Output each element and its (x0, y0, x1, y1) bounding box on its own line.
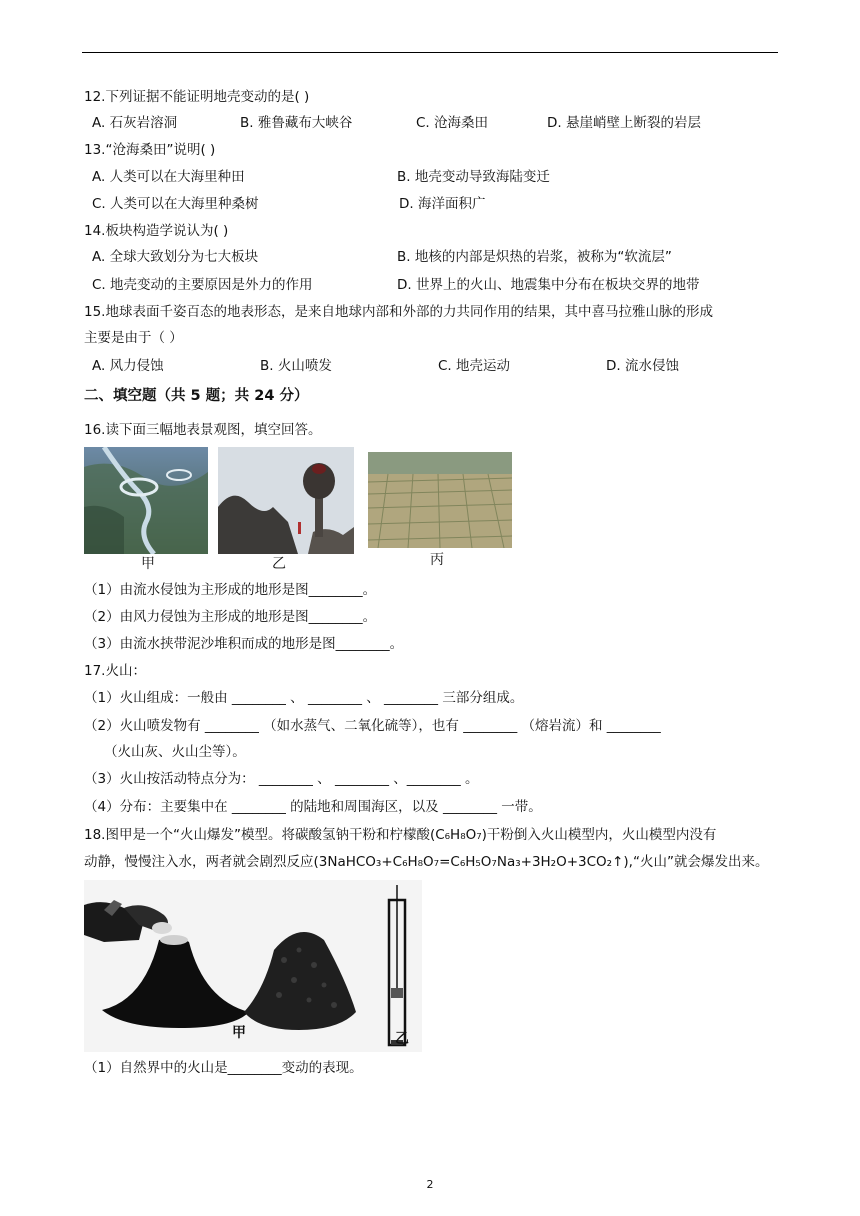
q13-option-b: B. 地壳变动导致海陆变迁 (397, 169, 550, 185)
q16-part3: （3）由流水挟带泥沙堆积而成的地形是图________。 (84, 636, 404, 652)
q12-option-c: C. 沧海桑田 (416, 115, 489, 131)
q17-part2-line2: （火山灰、火山尘等）。 (104, 744, 246, 760)
q13-stem: 13.“沧海桑田”说明( ) (84, 142, 216, 158)
q16-part1: （1）由流水侵蚀为主形成的地形是图________。 (84, 582, 377, 598)
caption-model-yi: 乙 (395, 1031, 409, 1047)
q12-option-d: D. 悬崖峭壁上断裂的岩层 (547, 115, 701, 131)
landscape-photo-yi (218, 447, 354, 554)
q14-option-a: A. 全球大致划分为七大板块 (92, 249, 259, 265)
q14-option-b: B. 地核的内部是炽热的岩浆，被称为“软流层” (397, 249, 672, 265)
q17-part3: （3）火山按活动特点分为： ________ 、 ________ 、________ 。 (84, 771, 479, 787)
volcano-model-figure (84, 880, 422, 1052)
q16-stem: 16.读下面三幅地表景观图，填空回答。 (84, 422, 322, 438)
q15-option-d: D. 流水侵蚀 (606, 358, 679, 374)
q18-stem-line2: 动静，慢慢注入水，两者就会剧烈反应(3NaHCO₃+C₆H₈O₇=C₆H₅O₇Na₃+3H₂O+3CO₂↑),“火山”就会爆发出来。 (84, 854, 769, 870)
q17-part1: （1）火山组成：一般由 ________ 、 ________ 、 ________ 三部分组成。 (84, 690, 524, 706)
q17-part4: （4）分布：主要集中在 ________ 的陆地和周围海区，以及 ________ 一带。 (84, 799, 542, 815)
q14-option-d: D. 世界上的火山、地震集中分布在板块交界的地带 (397, 277, 700, 293)
q14-option-c: C. 地壳变动的主要原因是外力的作用 (92, 277, 313, 293)
caption-yi: 乙 (272, 556, 286, 572)
q17-stem: 17.火山： (84, 663, 146, 679)
caption-jia: 甲 (141, 556, 155, 572)
q15-stem-line1: 15.地球表面千姿百态的地表形态，是来自地球内部和外部的力共同作用的结果，其中喜马拉雅山脉的形成 (84, 304, 713, 320)
q15-option-b: B. 火山喷发 (260, 358, 332, 374)
landscape-photo-jia (84, 447, 208, 554)
q17-part2-line1: （2）火山喷发物有 ________ （如水蒸气、二氧化硫等），也有 ________ （熔岩流）和 ________ (84, 718, 661, 734)
section-title: 二、填空题（共 5 题；共 24 分） (84, 388, 309, 404)
q12-option-a: A. 石灰岩溶洞 (92, 115, 178, 131)
q18-part1: （1）自然界中的火山是________变动的表现。 (84, 1060, 363, 1076)
q14-stem: 14.板块构造学说认为( ) (84, 223, 229, 239)
q16-part2: （2）由风力侵蚀为主形成的地形是图________。 (84, 609, 377, 625)
q13-option-c: C. 人类可以在大海里种桑树 (92, 196, 259, 212)
q12-stem: 12.下列证据不能证明地壳变动的是( ) (84, 89, 310, 105)
q13-option-d: D. 海洋面积广 (399, 196, 486, 212)
q18-stem-line1: 18.图甲是一个“火山爆发”模型。将碳酸氢钠干粉和柠檬酸(C₆H₈O₇)干粉倒入火山模型内，火山模型内没有 (84, 827, 717, 843)
q12-option-b: B. 雅鲁藏布大峡谷 (240, 115, 353, 131)
q13-option-a: A. 人类可以在大海里种田 (92, 169, 245, 185)
caption-model-jia: 甲 (232, 1025, 246, 1041)
q15-option-a: A. 风力侵蚀 (92, 358, 164, 374)
page-number: 2 (426, 1178, 434, 1191)
q15-stem-line2: 主要是由于（ ） (84, 330, 183, 346)
landscape-photo-bing (368, 452, 512, 548)
q15-option-c: C. 地壳运动 (438, 358, 511, 374)
header-rule (82, 52, 778, 53)
caption-bing: 丙 (430, 552, 444, 568)
